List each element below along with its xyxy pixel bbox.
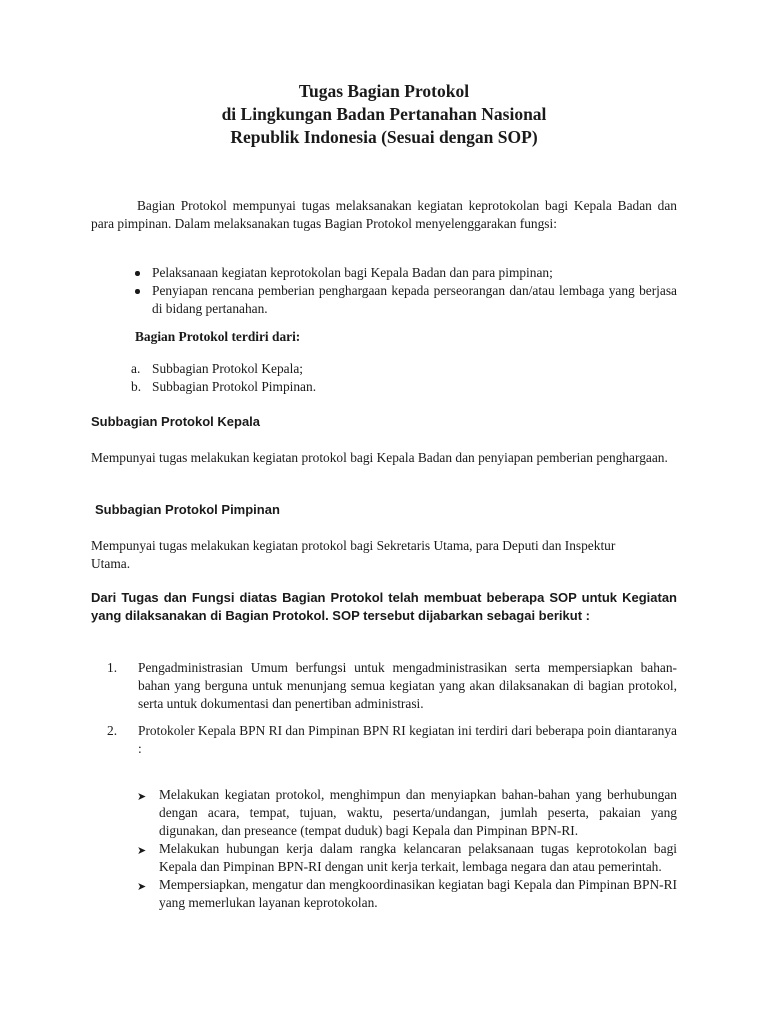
- functions-list: [91, 264, 677, 318]
- composition-heading: Bagian Protokol terdiri dari:: [135, 329, 301, 344]
- list-item: [91, 378, 677, 396]
- section-heading: Subbagian Protokol Pimpinan: [95, 502, 280, 517]
- section-heading: Subbagian Protokol Kepala: [91, 414, 261, 429]
- list-marker: 1.: [107, 660, 118, 675]
- section-text: Mempunyai tugas melakukan kegiatan protokol bagi Sekretaris Utama, para Deputi dan Inspektur Utama.: [91, 538, 616, 571]
- title-line-2: di Lingkungan Badan Pertanahan Nasional: [221, 104, 547, 124]
- list-marker: b.: [131, 379, 142, 394]
- list-marker: a.: [131, 361, 141, 376]
- bullet-icon: [135, 289, 140, 294]
- bullet-icon: [135, 271, 140, 276]
- subitem-text: Melakukan hubungan kerja dalam rangka kelancaran pelaksanaan tugas keprotokolan bagi Kepala dan Pimpinan BPN-RI dengan unit kerja terkait, lembaga negara dan atau pemerintah.: [159, 841, 677, 874]
- arrow-bullet-icon: ➤: [137, 844, 147, 857]
- sop-subitems: [91, 786, 677, 912]
- list-text: Subbagian Protokol Kepala;: [152, 361, 303, 376]
- list-text: Protokoler Kepala BPN RI dan Pimpinan BPN RI kegiatan ini terdiri dari beberapa poin diantaranya :: [138, 723, 677, 756]
- subitem-text: Melakukan kegiatan protokol, menghimpun dan menyiapkan bahan-bahan yang berhubungan dengan acara, tempat, tujuan, waktu, peserta/undangan, jumlah peserta, pakaian yang digunakan, dan preseance (tempat duduk) bagi Kepala dan Pimpinan BPN-RI.: [159, 787, 677, 838]
- list-item: [91, 876, 677, 912]
- arrow-bullet-icon: ➤: [137, 790, 147, 803]
- document-title: [0, 80, 768, 149]
- list-item: [91, 786, 677, 840]
- function-text: Penyiapan rencana pemberian penghargaan kepada perseorangan dan/atau lembaga yang berjasa di bidang pertanahan.: [152, 283, 677, 316]
- list-item: [91, 659, 677, 713]
- arrow-bullet-icon: ➤: [137, 880, 147, 893]
- list-item: [91, 282, 677, 318]
- list-text: Pengadministrasian Umum berfungsi untuk mengadministrasikan serta mempersiapkan bahan-bahan yang berguna untuk menunjang semua kegiatan yang akan dilaksanakan di bagian protokol, serta untuk dokumentasi dan penertiban administrasi.: [138, 660, 677, 711]
- subitem-text: Mempersiapkan, mengatur dan mengkoordinasikan kegiatan bagi Kepala dan Pimpinan BPN-RI yang memerlukan layanan keprotokolan.: [159, 877, 677, 910]
- composition-list: [91, 360, 677, 396]
- intro-paragraph: Bagian Protokol mempunyai tugas melaksanakan kegiatan keprotokolan bagi Kepala Badan dan para pimpinan. Dalam melaksanakan tugas Bagian Protokol menyelenggarakan fungsi:: [91, 198, 677, 231]
- list-item: [91, 264, 677, 282]
- function-text: Pelaksanaan kegiatan keprotokolan bagi Kepala Badan dan para pimpinan;: [152, 265, 553, 280]
- sop-heading: Dari Tugas dan Fungsi diatas Bagian Protokol telah membuat beberapa SOP untuk Kegiatan yang dilaksanakan di Bagian Protokol. SOP tersebut dijabarkan sebagai berikut :: [91, 590, 677, 623]
- title-line-1: Tugas Bagian Protokol: [298, 81, 470, 101]
- sop-list: [91, 659, 677, 758]
- list-marker: 2.: [107, 723, 118, 738]
- list-text: Subbagian Protokol Pimpinan.: [152, 379, 317, 394]
- list-item: [91, 840, 677, 876]
- section-text: Mempunyai tugas melakukan kegiatan protokol bagi Kepala Badan dan penyiapan pemberian penghargaan.: [91, 450, 668, 465]
- list-item: [91, 722, 677, 758]
- list-item: [91, 360, 677, 378]
- title-line-3: Republik Indonesia (Sesuai dengan SOP): [230, 127, 538, 147]
